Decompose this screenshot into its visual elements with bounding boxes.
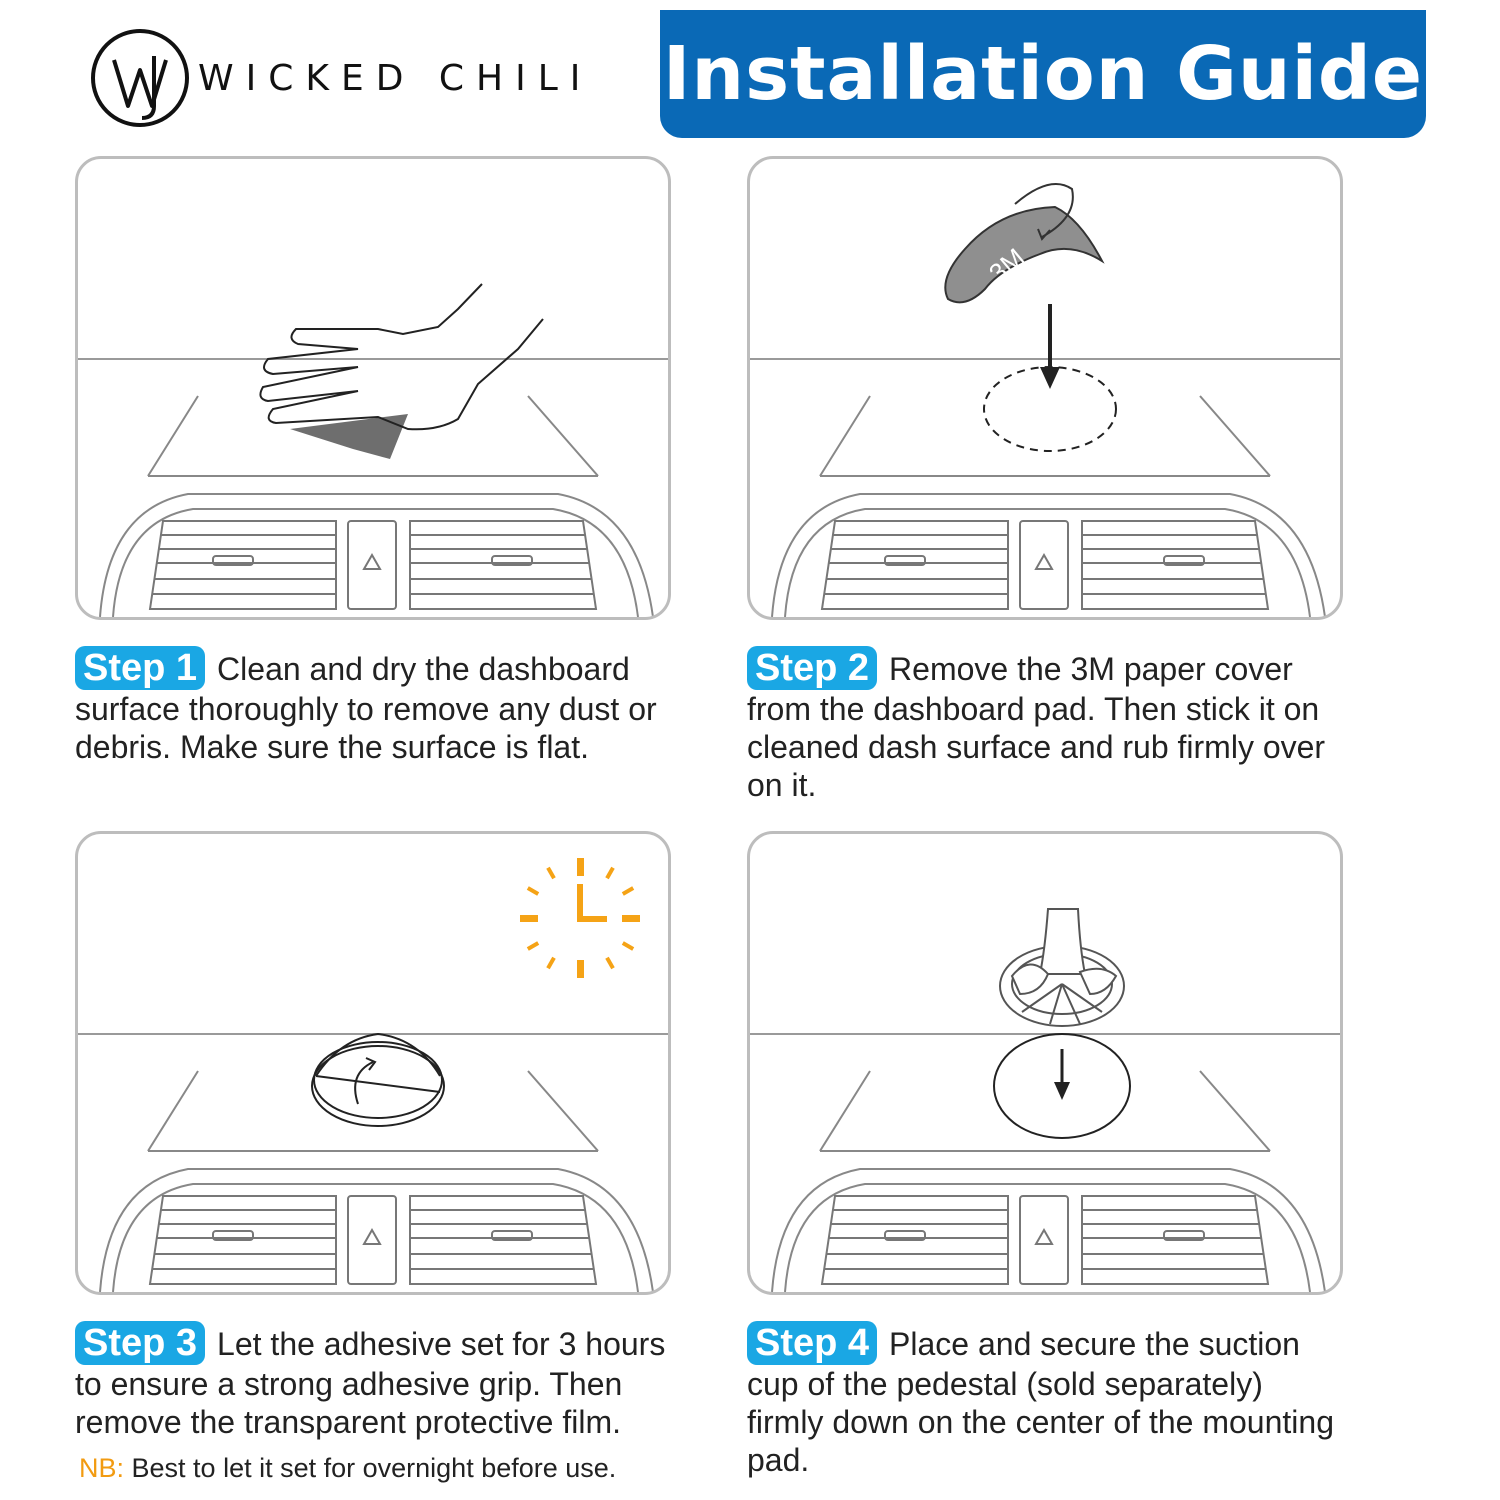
brand-logo [88, 26, 648, 130]
step-1-caption [75, 646, 675, 766]
step-2 [747, 156, 1347, 804]
step-4 [747, 831, 1347, 1479]
step-3-note [75, 1449, 675, 1487]
step-3-illustration-panel [75, 831, 671, 1295]
step-2-illustration-panel [747, 156, 1343, 620]
step-badge: Step 1 [75, 646, 205, 690]
step-2-caption [747, 646, 1347, 804]
note-text: Best to let it set for overnight before use. [131, 1453, 617, 1483]
step-description: Remove the 3M paper cover from the dashboard pad. Then stick it on cleaned dash surface and rub firmly over on it. [747, 651, 1326, 803]
step-4-caption [747, 1321, 1347, 1479]
step-1-illustration-panel [75, 156, 671, 620]
dashboard-illustration [78, 834, 668, 1292]
note-label: NB: [79, 1453, 125, 1483]
step-description: Place and secure the suction cup of the pedestal (sold separately) firmly down on the center of the mounting pad. [747, 1326, 1334, 1478]
step-3 [75, 831, 675, 1487]
step-3-caption [75, 1321, 675, 1487]
dashboard-illustration [78, 159, 668, 617]
step-description: Clean and dry the dashboard surface thoroughly to remove any dust or debris. Make sure the surface is flat. [75, 651, 657, 765]
brand-name: WICKED CHILI [198, 58, 593, 99]
step-badge: Step 2 [747, 646, 877, 690]
hand-wiping-icon [260, 284, 543, 459]
step-badge: Step 4 [747, 1321, 877, 1365]
dashboard-illustration [750, 159, 1340, 617]
mounting-pad-icon [312, 1034, 444, 1126]
step-1 [75, 156, 675, 766]
pad-label: 3M [983, 242, 1031, 289]
wicked-chili-logo-icon [88, 26, 192, 130]
page-title: Installation Guide [662, 31, 1424, 117]
dashboard-illustration [750, 834, 1340, 1292]
step-4-illustration-panel [747, 831, 1343, 1295]
peel-pad-icon [945, 184, 1102, 302]
step-description: Let the adhesive set for 3 hours to ensure a strong adhesive grip. Then remove the transparent protective film. [75, 1326, 666, 1440]
clock-icon [520, 858, 640, 978]
step-badge: Step 3 [75, 1321, 205, 1365]
title-banner [660, 10, 1426, 138]
suction-cup-icon [1000, 909, 1124, 1026]
